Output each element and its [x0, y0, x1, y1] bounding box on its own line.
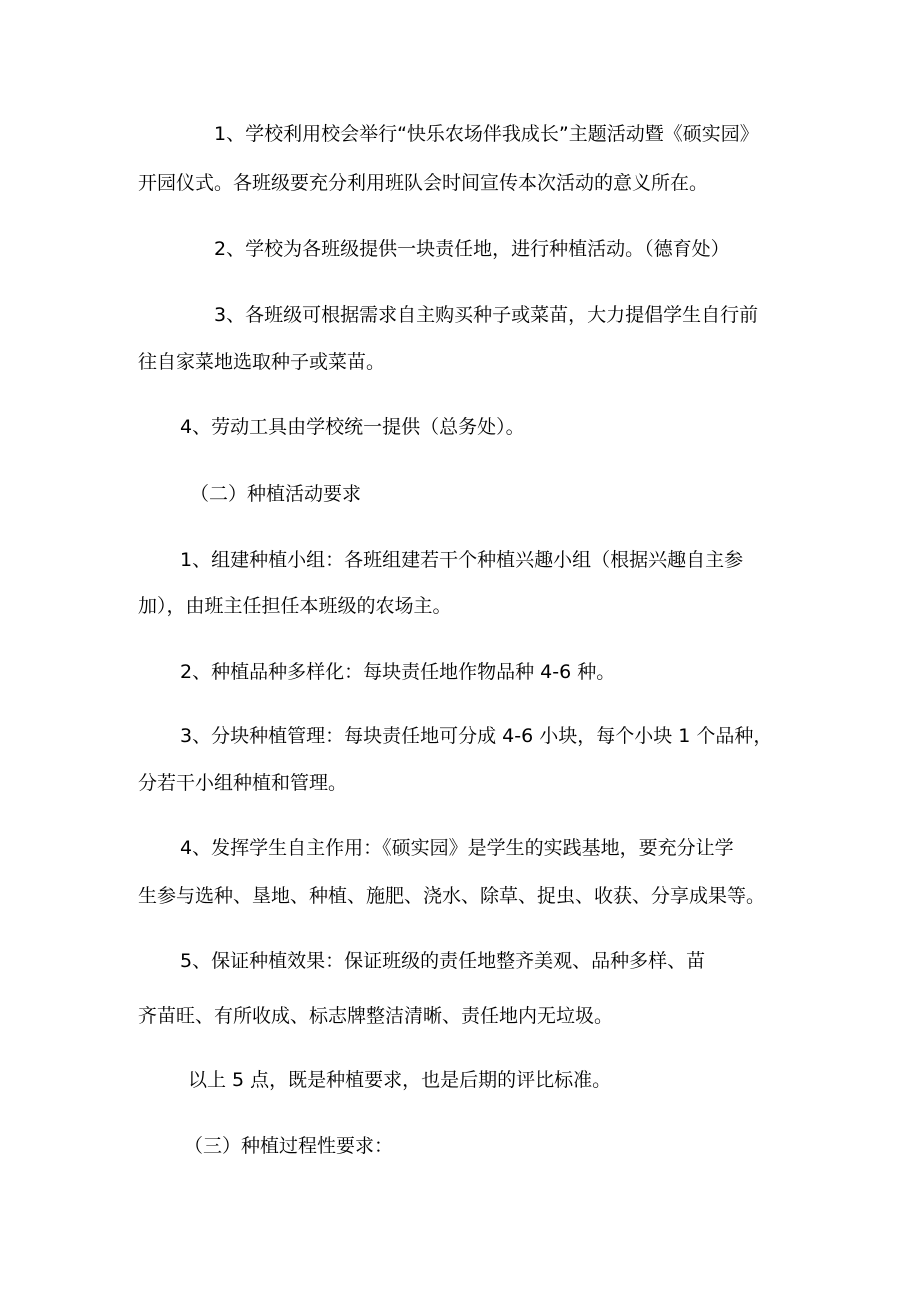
paragraph-3-line-1: 3、各班级可根据需求自主购买种子或菜苗，大力提倡学生自行前 [214, 304, 759, 326]
requirement-3-line-2: 分若干小组种植和管理。 [138, 772, 348, 794]
requirement-4-line-2: 生参与选种、垦地、种植、施肥、浇水、除草、捉虫、收获、分享成果等。 [138, 885, 766, 907]
section-heading-3: （三）种植过程性要求： [184, 1135, 394, 1157]
requirement-5-line-1: 5、保证种植效果：保证班级的责任地整齐美观、品种多样、苗 [180, 950, 706, 972]
paragraph-1-line-1: 1、学校利用校会举行“快乐农场伴我成长”主题活动暨《硕实园》 [214, 123, 759, 145]
section-heading-2: （二）种植活动要求 [190, 483, 362, 505]
paragraph-2: 2、学校为各班级提供一块责任地，进行种植活动。（德育处） [214, 238, 730, 260]
paragraph-3-line-2: 往自家菜地选取种子或菜苗。 [138, 351, 386, 373]
requirement-2: 2、种植品种多样化：每块责任地作物品种 4-6 种。 [180, 661, 616, 683]
paragraph-4: 4、劳动工具由学校统一提供（总务处）。 [180, 416, 525, 438]
summary-text: 以上 5 点，既是种植要求，也是后期的评比标准。 [188, 1069, 612, 1091]
paragraph-1-line-2: 开园仪式。各班级要充分利用班队会时间宣传本次活动的意义所在。 [138, 172, 709, 194]
requirement-5-line-2: 齐苗旺、有所收成、标志牌整洁清晰、责任地内无垃圾。 [138, 1005, 614, 1027]
requirement-1-line-1: 1、组建种植小组：各班组建若干个种植兴趣小组（根据兴趣自主参 [180, 549, 744, 571]
requirement-4-line-1: 4、发挥学生自主作用：《硕实园》是学生的实践基地，要充分让学 [180, 837, 734, 859]
requirement-1-line-2: 加），由班主任担任本班级的农场主。 [138, 595, 452, 617]
requirement-3-line-1: 3、分块种植管理：每块责任地可分成 4-6 小块，每个小块 1 个品种， [180, 725, 773, 747]
